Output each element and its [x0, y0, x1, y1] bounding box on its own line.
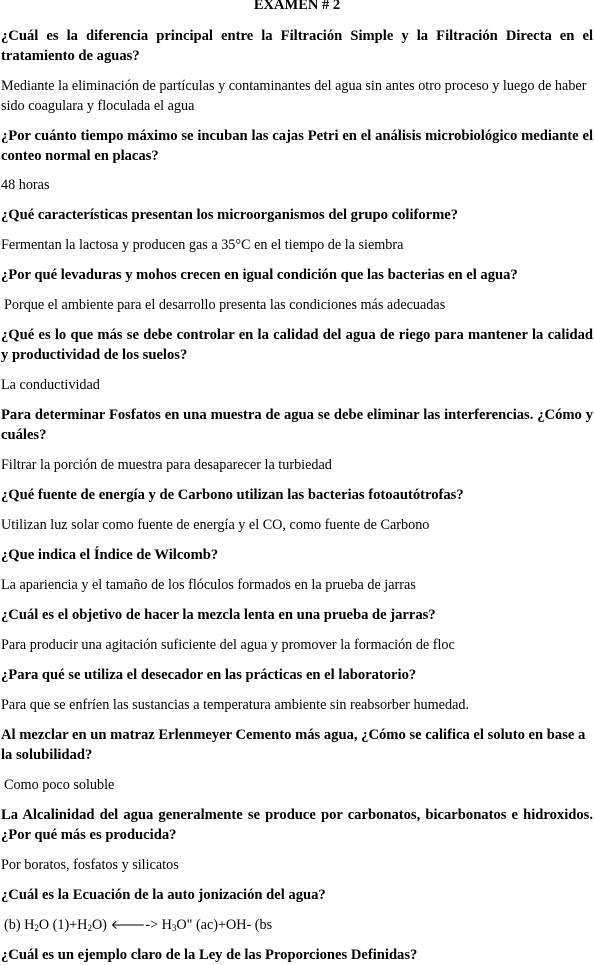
- answer-12: Por boratos, fosfatos y silicatos: [1, 857, 179, 873]
- question-9: ¿Cuál es el objetivo de hacer la mezcla lenta en una prueba de jarras?: [1, 607, 436, 623]
- question-6: Para determinar Fosfatos en una muestra de agua se debe eliminar las interferencias. ¿Cómo y cuáles?: [1, 407, 593, 443]
- question-8: ¿Que indica el Índice de Wilcomb?: [1, 547, 219, 563]
- question-5: ¿Qué es lo que más se debe controlar en la calidad del agua de riego para mantener la calidad y productividad de los suelos?: [1, 327, 593, 363]
- answer-8: La apariencia y el tamaño de los flóculos formados en la prueba de jarras: [1, 577, 416, 593]
- question-3: ¿Qué características presentan los microorganismos del grupo coliforme?: [1, 207, 459, 223]
- answer-2: 48 horas: [1, 177, 50, 193]
- answer-13: [4, 915, 594, 935]
- question-11: Al mezclar en un matraz Erlenmeyer Cemento más agua, ¿Cómo se califica el soluto en base a la solubilidad?: [1, 727, 586, 763]
- question-4: ¿Por qué levaduras y mohos crecen en igual condición que las bacterias en el agua?: [1, 267, 518, 283]
- equation-subscript: 3: [171, 923, 177, 933]
- question-10: ¿Para qué se utiliza el desecador en las prácticas en el laboratorio?: [1, 667, 417, 683]
- question-1: ¿Cuál es la diferencia principal entre la Filtración Simple y la Filtración Directa en el tratamiento de aguas?: [1, 28, 593, 64]
- equation-subscript: 2: [34, 923, 39, 933]
- answer-6: Filtrar la porción de muestra para desaparecer la turbiedad: [1, 457, 332, 473]
- answer-9: Para producir una agitación suficiente del agua y promover la formación de floc: [1, 637, 455, 653]
- answer-5: La conductividad: [1, 377, 100, 393]
- left-arrow-icon: 🡐: [110, 917, 146, 932]
- equation-part: O" (ac)+OH- (bs: [176, 917, 273, 933]
- answer-3: Fermentan la lactosa y producen gas a 35°C en el tiempo de la siembra: [1, 237, 404, 253]
- question-12: La Alcalinidad del agua generalmente se produce por carbonatos, bicarbonatos e hidroxidos. ¿Por qué más es producida?: [1, 807, 593, 843]
- question-2: ¿Por cuánto tiempo máximo se incuban las cajas Petri en el análisis microbiológico mediante el conteo normal en placas?: [1, 128, 593, 164]
- equation-subscript: 2: [87, 923, 92, 933]
- answer-10: Para que se enfríen las sustancias a temperatura ambiente sin reabsorber humedad.: [1, 697, 470, 713]
- equation-part: O (1)+H: [38, 917, 88, 933]
- answer-11: Como poco soluble: [4, 777, 115, 793]
- question-14: ¿Cuál es un ejemplo claro de la Ley de las Proporciones Definidas?: [1, 947, 418, 963]
- question-13: ¿Cuál es la Ecuación de la auto jonización del agua?: [1, 887, 326, 903]
- answer-4: Porque el ambiente para el desarrollo presenta las condiciones más adecuadas: [4, 297, 446, 313]
- equation-part: O): [91, 917, 111, 933]
- equation-part: (b) H: [4, 917, 35, 933]
- answer-1: Mediante la eliminación de partículas y contaminantes del agua sin antes otro proceso y luego de haber sido coagulara y floculada el agua: [1, 78, 587, 114]
- equation-part: -> H: [145, 917, 172, 933]
- question-7: ¿Qué fuente de energía y de Carbono utilizan las bacterias fotoautótrofas?: [1, 487, 464, 503]
- answer-7: Utilizan luz solar como fuente de energía y el CO, como fuente de Carbono: [1, 517, 430, 533]
- exam-title: EXAMEN # 2: [253, 0, 341, 13]
